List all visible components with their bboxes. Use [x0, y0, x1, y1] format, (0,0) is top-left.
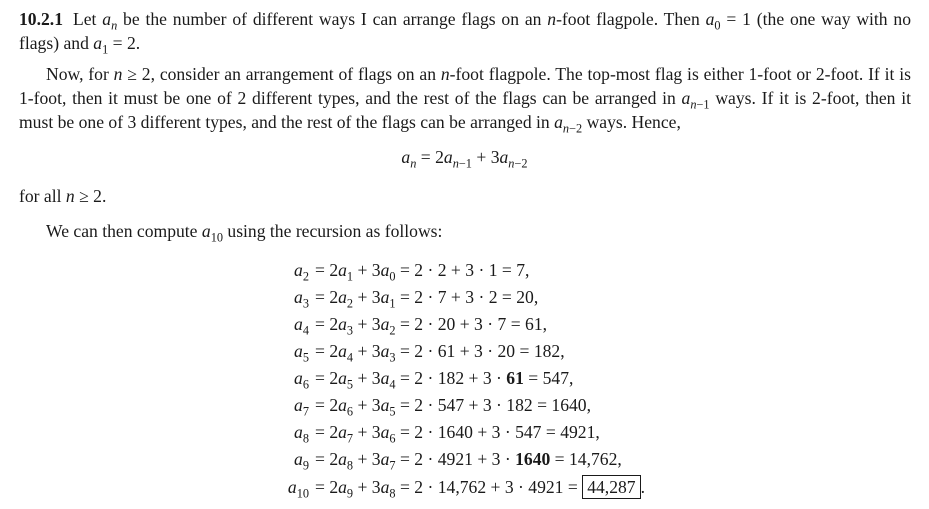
equation-row: $a_8$ = $2a_7 + 3a_6 = 2 \cdot 1640 + 3 \cdot 547 = 4921$, — [294, 422, 600, 446]
compute-intro: We can then compute $a_{10}$ using the recursion as follows: — [46, 221, 443, 245]
equation-row: $a_5$ = $2a_4 + 3a_3 = 2 \cdot 61 + 3 \cdot 20 = 182$, — [294, 341, 565, 365]
equation-row: $a_{10}$ = $2a_9 + 3a_8 = 2 \cdot 14,762 + 3 \cdot 4921 = 44,287$ . — [287, 477, 645, 501]
problem-number: 10.2.1 — [19, 9, 63, 29]
equation-row: $a_2$ = $2a_1 + 3a_0 = 2 \cdot 2 + 3 \cdot 1 = 7$, — [294, 260, 530, 284]
reasoning-paragraph: Now, for n ≥ 2, consider an arrangement of flags on an n-foot flagpole. The top-most flag is either 1-foot or 2-foot. If it is 1-foot, then it must be one of 2 different types, and the rest of the flags can be arranged in $a_{n-1}$ ways. If it is 2-foot, then it must be one of 3 different types, and the rest of the flags can be arranged in $a_{n-2}$ ways. Hence, — [19, 64, 911, 136]
equation-row: $a_6$ = $2a_5 + 3a_4 = 2 \cdot 182 + 3 \cdot 61 = 547$, — [294, 368, 574, 392]
for-all-line: for all n ≥ 2. — [19, 186, 107, 206]
intro-paragraph — [19, 7, 911, 55]
intro-text: Let $a_n$ be the number of different ways I can arrange flags on an n-foot flagpole. Then $a_0 = 1$ (the one way with no flags) and $a_1 = 2$. — [19, 9, 912, 57]
equation-row: $a_4$ = $2a_3 + 3a_2 = 2 \cdot 20 + 3 \cdot 7 = 61$, — [294, 314, 548, 338]
equation-row: $a_3$ = $2a_2 + 3a_1 = 2 \cdot 7 + 3 \cdot 2 = 20$, — [294, 287, 539, 311]
recurrence-display: $a_n = 2a_{n-1} + 3a_{n-2}$ — [401, 147, 528, 171]
equation-row: $a_7$ = $2a_6 + 3a_5 = 2 \cdot 547 + 3 \cdot 182 = 1640$, — [294, 395, 591, 419]
boxed-answer: 44,287 — [582, 475, 640, 499]
equation-row: $a_9$ = $2a_8 + 3a_7 = 2 \cdot 4921 + 3 \cdot 1640 = 14,762$, — [294, 449, 622, 473]
